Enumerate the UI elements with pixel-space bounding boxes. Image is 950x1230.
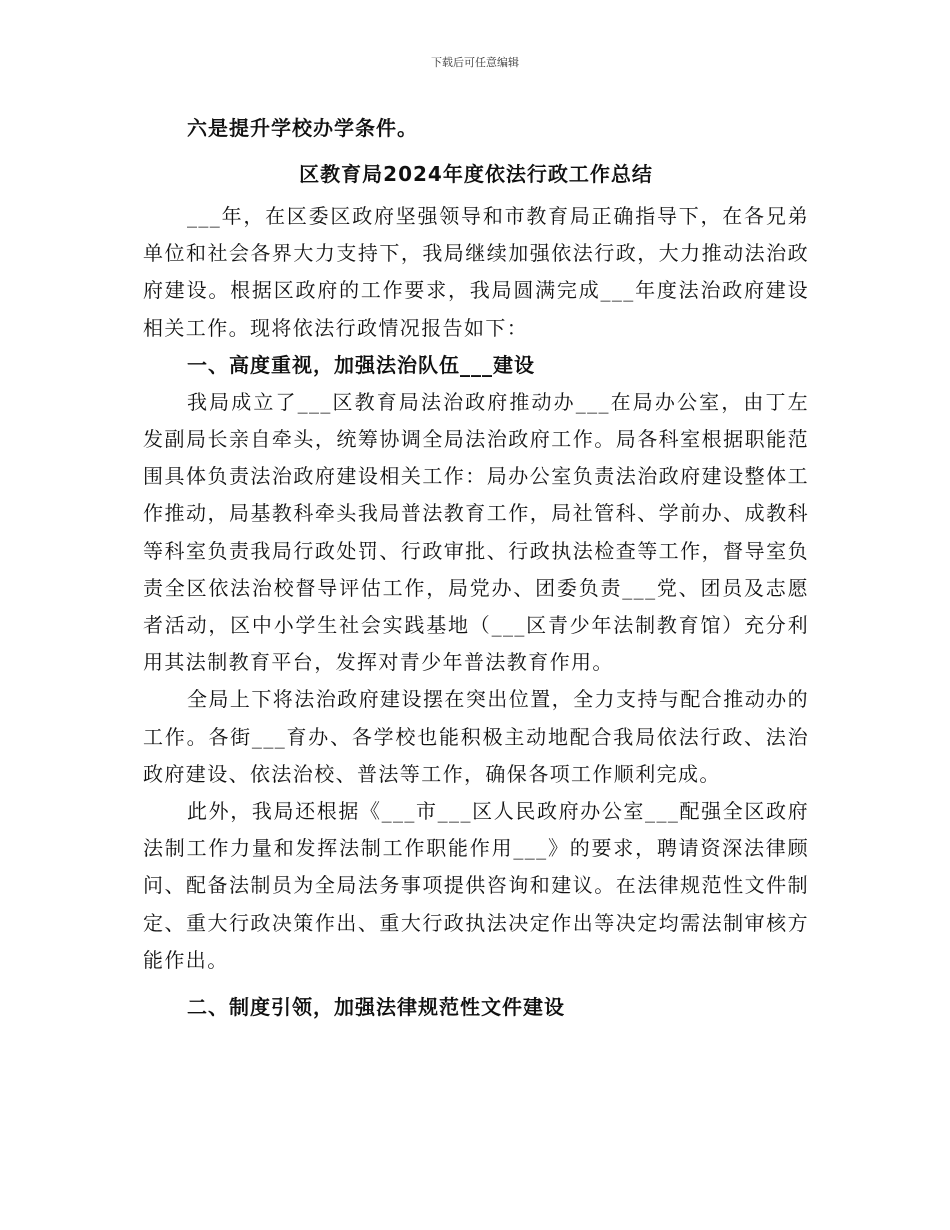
intro-paragraph: ___年，在区委区政府坚强领导和市教育局正确指导下，在各兄弟单位和社会各界大力支持下，我局继续加强依法行政，大力推动法治政府建设。根据区政府的工作要求，我局圆满完成___年度法治政府建设相关工作。现将依法行政情况报告如下： [143, 204, 809, 340]
section-1-heading: 一、高度重视，加强法治队伍___建设 [187, 352, 535, 377]
lead-heading: 六是提升学校办学条件。 [187, 116, 418, 140]
document-body [143, 110, 809, 1026]
header-note: 下载后可任意编辑 [431, 56, 519, 69]
section-1-paragraph-1: 我局成立了___区教育局法治政府推动办___在局办公室，由丁左发副局长亲自牵头，统筹协调全局法治政府工作。局各科室根据职能范围具体负责法治政府建设相关工作：局办公室负责法治政府建设整体工作推动，局基教科牵头我局普法教育工作，局社管科、学前办、成教科等科室负责我局行政处罚、行政审批、行政执法检查等工作，督导室负责全区依法治校督导评估工作，局党办、团委负责___党、团员及志愿者活动，区中小学生社会实践基地（___区青少年法制教育馆）充分利用其法制教育平台，发挥对青少年普法教育作用。 [143, 389, 809, 675]
section-1-paragraph-2: 全局上下将法治政府建设摆在突出位置，全力支持与配合推动办的工作。各街___育办、各学校也能积极主动地配合我局依法行政、法治政府建设、依法治校、普法等工作，确保各项工作顺利完成。 [143, 687, 809, 786]
section-1-paragraph-3: 此外，我局还根据《___市___区人民政府办公室___配强全区政府法制工作力量和发挥法制工作职能作用___》的要求，聘请资深法律顾问、配备法制员为全局法务事项提供咨询和建议。在法律规范性文件制定、重大行政决策作出、重大行政执法决定作出等决定均需法制审核方能作出。 [143, 799, 809, 972]
document-title: 区教育局2024年度依法行政工作总结 [299, 162, 653, 186]
section-2-heading: 二、制度引领，加强法律规范性文件建设 [187, 995, 565, 1020]
